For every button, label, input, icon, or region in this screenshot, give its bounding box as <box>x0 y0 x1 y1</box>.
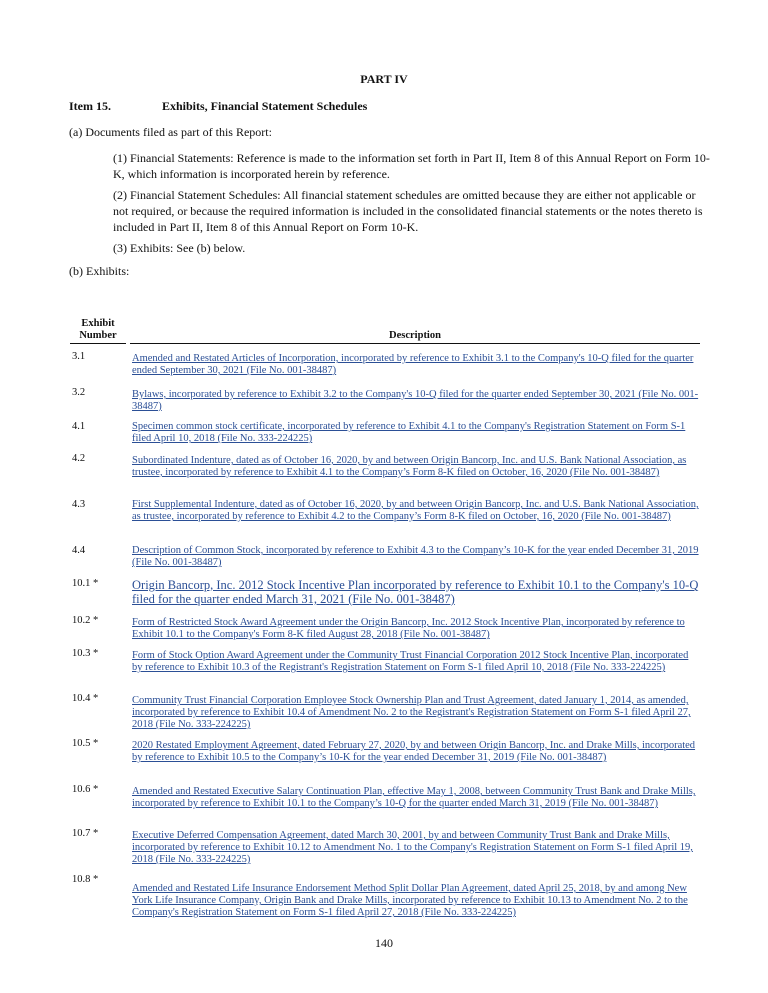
sub-item-exhibits: (3) Exhibits: See (b) below. <box>113 241 246 255</box>
exhibit-link[interactable]: Amended and Restated Executive Salary Continuation Plan, effective May 1, 2008, between Community Trust Bank and Drake Mills, incorporated by reference to Exhibit 10.1 to the Company’s 10-Q for the quarter ended March 31, 2019 (File No. 001-38487) <box>132 786 696 809</box>
exhibit-link[interactable]: Community Trust Financial Corporation Employee Stock Ownership Plan and Trust Agreement, dated January 1, 2014, as amended, incorporated by reference to Exhibit 10.4 of Amendment No. 2 to the Registrant's Registration Statement on Form S-1 filed April 27, 2018 (File No. 333-224225) <box>132 695 691 730</box>
part-title: PART IV <box>360 72 408 86</box>
exhibit-link[interactable]: Form of Stock Option Award Agreement under the Community Trust Financial Corporation 2012 Stock Incentive Plan, incorporated by reference to Exhibit 10.3 of the Registrant's Registration Statement on Form S-1 filed April 10, 2018 (File No. 333-224225) <box>132 650 689 673</box>
header-rule-number <box>70 343 126 344</box>
exhibit-number: 10.3 * <box>72 648 99 659</box>
exhibit-number-header <box>72 318 124 342</box>
exhibit-link[interactable]: Description of Common Stock, incorporated by reference to Exhibit 4.3 to the Company’s 10-K for the year ended December 31, 2019 (File No. 001-38487) <box>132 545 699 568</box>
exhibit-number: 10.1 * <box>72 578 99 589</box>
exhibit-link[interactable]: Specimen common stock certificate, incorporated by reference to Exhibit 4.1 to the Company's Registration Statement on Form S-1 filed April 10, 2018 (File No. 333-224225) <box>132 421 686 444</box>
exhibit-number: 10.7 * <box>72 828 99 839</box>
sub-item-financial-schedules: (2) Financial Statement Schedules: All financial statement schedules are omitted because they are either not applicable or not required, or because the required information is included in the consolidated financial statements or the notes thereto is included in Part II, Item 8 of this Annual Report on Form 10-K. <box>113 188 703 234</box>
item-number: Item 15. <box>69 99 111 113</box>
exhibit-link[interactable]: Subordinated Indenture, dated as of October 16, 2020, by and between Origin Bancorp, Inc. and U.S. Bank National Association, as trustee, incorporated by reference to Exhibit 4.1 to the Company’s Form 8-K filed on October, 16, 2020 (File No. 001-38487) <box>132 455 687 478</box>
exhibit-number-header-line1: Exhibit <box>81 318 115 329</box>
exhibit-link[interactable]: Executive Deferred Compensation Agreement, dated March 30, 2001, by and between Community Trust Bank and Drake Mills, incorporated by reference to Exhibit 10.12 to Amendment No. 1 to the Company's Registration Statement on Form S-1 filed April 19, 2018 (File No. 333-224225) <box>132 830 693 865</box>
exhibit-number: 3.2 <box>72 387 86 398</box>
exhibit-number: 10.6 * <box>72 784 99 795</box>
exhibit-link[interactable]: Origin Bancorp, Inc. 2012 Stock Incentive Plan incorporated by reference to Exhibit 10.1 to the Company's 10-Q filed for the quarter ended March 31, 2021 (File No. 001-38487) <box>132 578 699 606</box>
exhibit-link[interactable]: First Supplemental Indenture, dated as of October 16, 2020, by and between Origin Bancorp, Inc. and U.S. Bank National Association, as trustee, incorporated by reference to Exhibit 4.2 to the Company’s Form 8-K filed on October, 16, 2020 (File No. 001-38487) <box>132 499 699 522</box>
exhibit-number: 10.5 * <box>72 738 99 749</box>
page-number: 140 <box>375 936 393 950</box>
exhibit-number: 10.8 * <box>72 874 99 885</box>
exhibit-number: 3.1 <box>72 351 86 362</box>
exhibit-link[interactable]: Form of Restricted Stock Award Agreement under the Origin Bancorp, Inc. 2012 Stock Incentive Plan, incorporated by reference to Exhibit 10.1 to the Company's Form 8-K filed August 28, 2018 (File No. 001-38487) <box>132 617 685 640</box>
exhibit-number: 4.1 <box>72 421 86 432</box>
exhibit-link[interactable]: Amended and Restated Life Insurance Endorsement Method Split Dollar Plan Agreement, dated April 25, 2018, by and among New York Life Insurance Company, Origin Bank and Drake Mills, incorporated by reference to Exhibit 10.13 to Amendment No. 2 to the Company's Registration Statement on Form S-1 filed April 27, 2018 (File No. 333-224225) <box>132 883 688 918</box>
exhibit-number-header-line2: Number <box>79 330 117 341</box>
exhibit-number: 10.4 * <box>72 693 99 704</box>
exhibit-number: 10.2 * <box>72 615 99 626</box>
exhibit-number: 4.2 <box>72 453 86 464</box>
exhibit-number: 4.3 <box>72 499 86 510</box>
description-header: Description <box>389 330 441 341</box>
item-title: Exhibits, Financial Statement Schedules <box>162 99 368 113</box>
header-rule-description <box>130 343 700 344</box>
section-b-heading: (b) Exhibits: <box>69 264 130 278</box>
item-heading <box>69 99 367 114</box>
exhibit-number: 4.4 <box>72 545 86 556</box>
section-a-heading: (a) Documents filed as part of this Report: <box>69 125 272 139</box>
sub-item-financial-statements: (1) Financial Statements: Reference is made to the information set forth in Part II, Item 8 of this Annual Report on Form 10-K, which information is incorporated herein by reference. <box>113 151 710 181</box>
exhibit-link[interactable]: Bylaws, incorporated by reference to Exhibit 3.2 to the Company's 10-Q filed for the quarter ended September 30, 2021 (File No. 001-38487) <box>132 389 699 412</box>
exhibit-link[interactable]: 2020 Restated Employment Agreement, dated February 27, 2020, by and between Origin Bancorp, Inc. and Drake Mills, incorporated by reference to Exhibit 10.5 to the Company’s 10-K for the year ended December 31, 2019 (File No. 001-38487) <box>132 740 696 763</box>
exhibit-link[interactable]: Amended and Restated Articles of Incorporation, incorporated by reference to Exhibit 3.1 to the Company's 10-Q filed for the quarter ended September 30, 2021 (File No. 001-38487) <box>132 353 694 376</box>
